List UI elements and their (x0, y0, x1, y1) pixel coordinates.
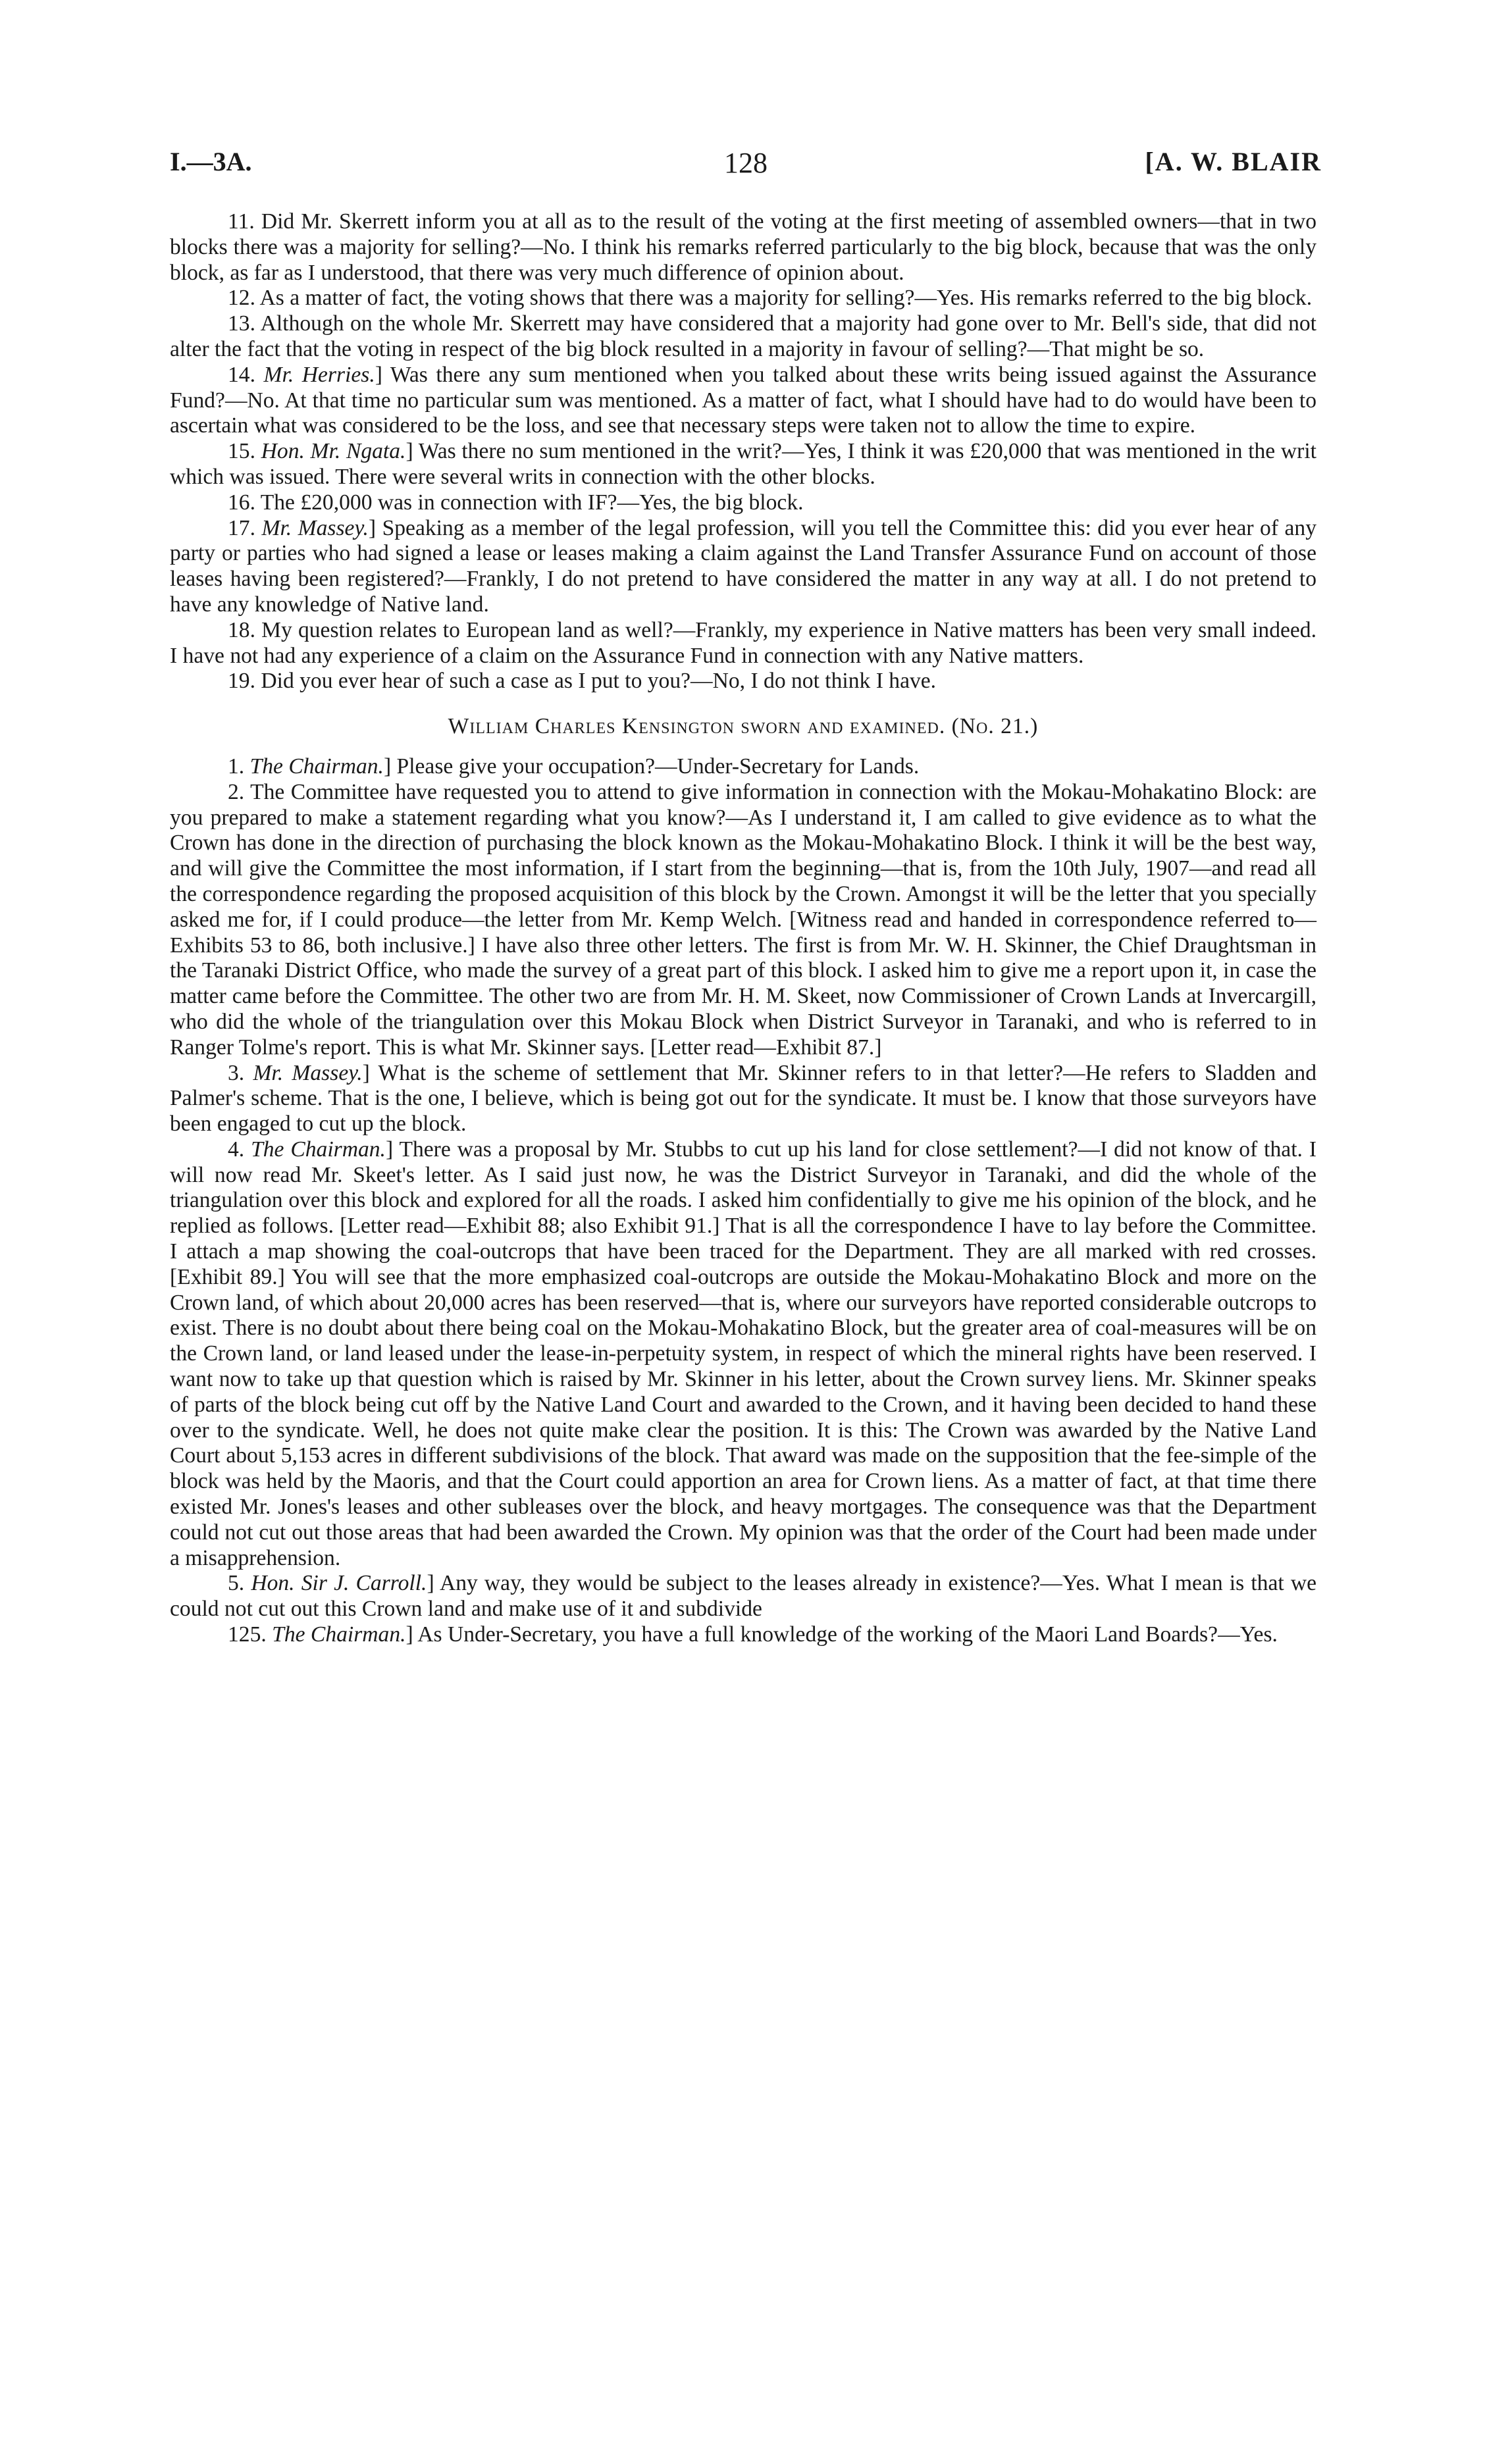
speaker-name: The Chairman. (249, 754, 384, 779)
question-paragraph: 13. Although on the whole Mr. Skerrett may have considered that a majority had gone over to Mr. Bell's side, that did not alter the fact that the voting in respect of the big block resulted in a majority in favour of selling?—That might be so. (170, 311, 1316, 361)
question-paragraph: 14. Mr. Herries.] Was there any sum mentioned when you talked about these writs being issued against the Assurance Fund?—No. At that time no particular sum was mentioned. As a matter of fact, what I should have had to do would have been to ascertain what was considered to be the loss, and see that necessary steps were taken not to allow the time to expire. (170, 362, 1317, 438)
page-number: 128 (724, 147, 768, 179)
speaker-name: The Chairman. (272, 1622, 406, 1647)
witness-heading: William Charles Kensington sworn and examined. (No. 21.) (448, 714, 1039, 739)
evidence-text (170, 209, 1316, 1648)
witness-running-head: [A. W. BLAIR (1145, 147, 1322, 176)
question-paragraph: 19. Did you ever hear of such a case as I put to you?—No, I do not think I have. (228, 669, 937, 694)
question-paragraph: 11. Did Mr. Skerrett inform you at all as to the result of the voting at the first meeting of assembled owners—that in two blocks there was a majority for selling?—No. I think his remarks referred particularly to the big block, because that was the only block, as far as I understood, that there was very much difference of opinion about. (170, 209, 1316, 285)
question-paragraph: 17. Mr. Massey.] Speaking as a member of the legal profession, will you tell the Committee this: did you ever hear of any party or parties who had signed a lease or leases making a claim against the Land Transfer Assurance Fund on account of those leases having been registered?—Frankly, I do not pretend to have considered the matter in any way at all. I do not pretend to have any knowledge of Native land. (170, 515, 1316, 617)
question-paragraph: 3. Mr. Massey.] What is the scheme of settlement that Mr. Skinner refers to in that letter?—He refers to Sladden and Palmer's scheme. That is the one, I believe, which is being got out for the syndicate. It must be. I know that those surveyors have been engaged to cut up the block. (170, 1060, 1316, 1137)
speaker-name: Mr. Massey. (261, 515, 369, 540)
speaker-name: The Chairman. (251, 1137, 386, 1162)
question-paragraph: 16. The £20,000 was in connection with IF?—Yes, the big block. (228, 490, 804, 515)
question-paragraph: 2. The Committee have requested you to attend to give information in connection with the Mokau-Mohakatino Block: are you prepared to make a statement regarding what you know?—As I understand it, I am called to give evidence as to what the Crown has done in the direction of purchasing the block known as the Mokau-Mohakatino Block. I think it will be the best way, and will give the Committee the most information, if I start from the beginning—that is, from the 10th July, 1907—and read all the correspondence regarding the proposed acquisition of this block by the Crown. Amongst it will be the letter that you specially asked me for, if I could produce—the letter from Mr. Kemp Welch. [Witness read and handed in correspondence referred to—Exhibits 53 to 86, both inclusive.] I have also three other letters. The first is from Mr. W. H. Skinner, the Chief Draughtsman in the Taranaki District Office, who made the survey of a great part of this block. I asked him to give me a report upon it, in case the matter came before the Committee. The other two are from Mr. H. M. Skeet, now Commissioner of Crown Lands at Invercargill, who did the whole of the triangulation over this Mokau Block when District Surveyor in Taranaki, and who is referred to in Ranger Tolme's report. This is what Mr. Skinner says. [Letter read—Exhibit 87.] (170, 779, 1316, 1060)
question-paragraph: 1. The Chairman.] Please give your occupation?—Under-Secretary for Lands. (228, 754, 920, 779)
speaker-name: Hon. Sir J. Carroll. (251, 1571, 427, 1596)
question-paragraph: 125. The Chairman.] As Under-Secretary, you have a full knowledge of the working of the Maori Land Boards?—Yes. (228, 1622, 1278, 1647)
speaker-name: Mr. Massey. (253, 1060, 363, 1085)
question-paragraph: 4. The Chairman.] There was a proposal by Mr. Stubbs to cut up his land for close settlement?—I did not know of that. I will now read Mr. Skeet's letter. As I said just now, he was the District Surveyor in Taranaki, and did the whole of the triangulation over this block and explored for all the roads. I asked him confidentially to give me his opinion of the block, and he replied as follows. [Letter read—Exhibit 88; also Exhibit 91.] That is all the correspondence I have to lay before the Committee. I attach a map showing the coal-outcrops that have been traced for the Department. They are all marked with red crosses. [Exhibit 89.] You will see that the more emphasized coal-outcrops are outside the Mokau-Mohakatino Block and more on the Crown land, of which about 20,000 acres has been reserved—that is, where our surveyors have reported considerable outcrops to exist. There is no doubt about there being coal on the Mokau-Mohakatino Block, but the greater area of coal-measures will be on the Crown land, or land leased under the lease-in-perpetuity system, in respect of which the mineral rights have been reserved. I want now to take up that question which is raised by Mr. Skinner in his letter, about the Crown survey liens. Mr. Skinner speaks of parts of the block being cut off by the Native Land Court and awarded to the Crown, and it having been decided to hand these over to the syndicate. Well, he does not quite make clear the position. It is this: The Crown was awarded by the Native Land Court about 5,153 acres in different subdivisions of the block. That award was made on the supposition that the fee-simple of the block was held by the Maoris, and that the Court could apportion an area for Crown liens. As a matter of fact, at that time there existed Mr. Jones's leases and other subleases over the block, and heavy mortgages. The consequence was that the Department could not cut out those areas that had been awarded the Crown. My opinion was that the order of the Court had been made under a misapprehension. (170, 1137, 1317, 1570)
question-paragraph: 12. As a matter of fact, the voting shows that there was a majority for selling?—Yes. His remarks referred to the big block. (228, 286, 1313, 311)
question-paragraph: 18. My question relates to European land as well?—Frankly, my experience in Native matters has been very small indeed. I have not had any experience of a claim on the Assurance Fund in connection with any Native matters. (170, 617, 1316, 668)
paper-reference: I.—3A. (170, 147, 252, 176)
page-header (170, 146, 1322, 186)
question-paragraph: 5. Hon. Sir J. Carroll.] Any way, they would be subject to the leases already in existence?—Yes. What I mean is that we could not cut out this Crown land and make use of it and subdivide (170, 1571, 1316, 1622)
speaker-name: Mr. Herries. (263, 362, 375, 387)
question-paragraph: 15. Hon. Mr. Ngata.] Was there no sum mentioned in the writ?—Yes, I think it was £20,000 that was mentioned in the writ which was issued. There were several writs in connection with the other blocks. (170, 439, 1316, 489)
speaker-name: Hon. Mr. Ngata. (261, 439, 406, 464)
